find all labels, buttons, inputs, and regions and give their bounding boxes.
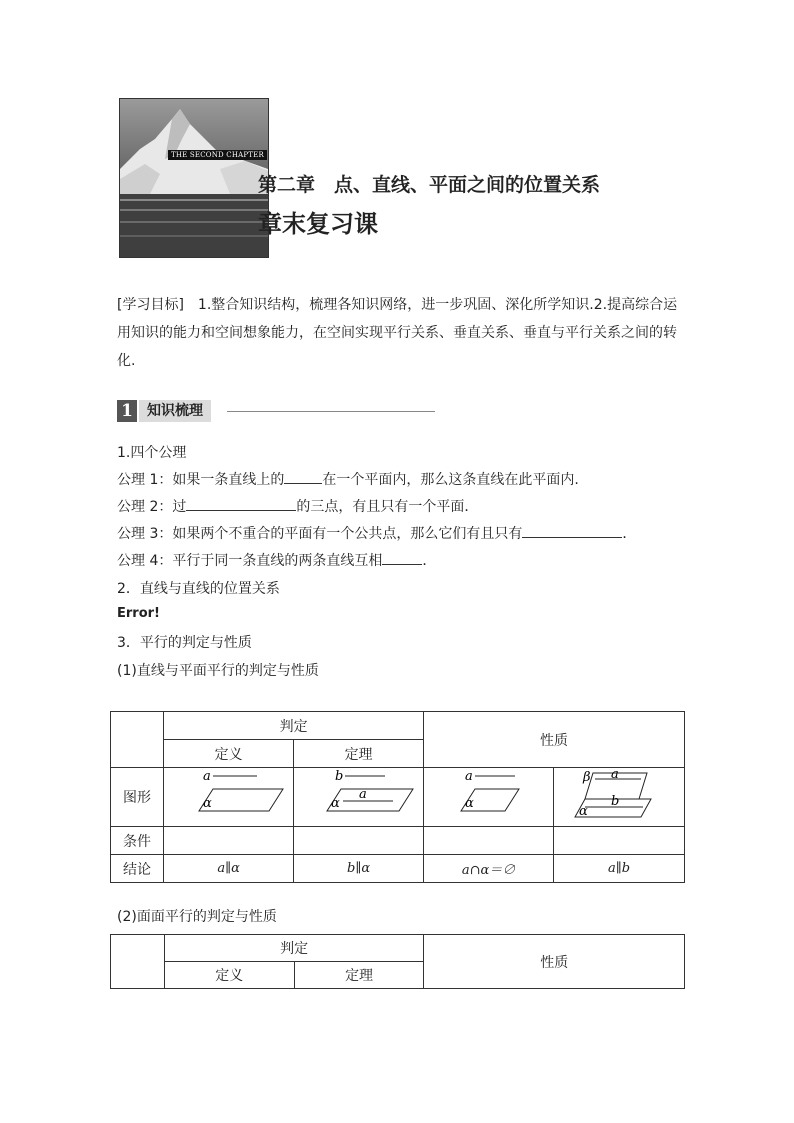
label-alpha-2: α: [330, 796, 340, 811]
sub2-heading: (2)面面平行的判定与性质: [117, 909, 277, 925]
label-b: b: [334, 769, 343, 784]
label-a-in-plane: a: [358, 787, 367, 802]
cover-caption: THE SECOND CHAPTER: [168, 150, 267, 160]
line-plane-figure: [165, 769, 293, 825]
axiom-4: [117, 550, 436, 570]
figure-property-2: [554, 768, 685, 827]
axiom-4-text-b: ．: [422, 553, 437, 569]
figure-property-1: [424, 768, 554, 827]
axiom-2-text-b: 的三点，有且只有一个平面．: [296, 499, 479, 515]
axiom-2-blank[interactable]: [186, 496, 296, 511]
label-a: a: [202, 769, 211, 784]
table1-row-figure: 图形: [111, 768, 164, 827]
conclusion-definition: a∥α: [164, 855, 294, 883]
two-plane-figure: [555, 769, 683, 825]
table2-definition-header: 定义: [164, 962, 294, 989]
condition-definition[interactable]: [164, 827, 294, 855]
sub1-heading: (1)直线与平面平行的判定与性质: [117, 663, 319, 679]
conclusion-property-1: a∩α＝∅: [424, 855, 554, 883]
lines-heading: 2．直线与直线的位置关系: [117, 581, 280, 597]
label-b-4: b: [611, 794, 620, 809]
objectives-text: 1.整合知识结构，梳理各知识网络，进一步巩固、深化所学知识.2.提高综合运用知识的能力和空间想象能力，在空间实现平行关系、垂直关系、垂直与平行关系之间的转化.: [117, 297, 678, 369]
axiom-3-text-b: ．: [622, 526, 637, 542]
axiom-3-blank[interactable]: [522, 523, 622, 538]
table2-property-header: 性质: [424, 935, 685, 989]
section-header: [117, 400, 435, 422]
section-divider: [227, 411, 435, 412]
table1-property-header: 性质: [424, 712, 685, 768]
axiom-1-text-a: 公理 1：如果一条直线上的: [117, 472, 285, 488]
table1-theorem-header: 定理: [294, 740, 424, 768]
objectives-label: [学习目标]: [117, 297, 184, 313]
table1-row-conclusion: 结论: [111, 855, 164, 883]
lesson-title: 章末复习课: [258, 210, 378, 238]
figure-definition: [164, 768, 294, 827]
axiom-2: [117, 496, 478, 516]
conclusion-theorem: b∥α: [294, 855, 424, 883]
table2-judge-header: 判定: [164, 935, 424, 962]
label-alpha-4: α: [579, 804, 588, 819]
section-number: 1: [117, 400, 137, 422]
table1-row-condition: 条件: [111, 827, 164, 855]
iceberg-illustration: [120, 99, 268, 257]
parallel-heading: 3．平行的判定与性质: [117, 635, 252, 651]
axiom-1: [117, 469, 579, 489]
learning-objectives: [117, 291, 687, 375]
axiom-1-text-b: 在一个平面内，那么这条直线在此平面内.: [322, 472, 579, 488]
label-a-3: a: [464, 769, 473, 784]
chapter-title: 第二章 点、直线、平面之间的位置关系: [258, 174, 601, 196]
axiom-4-blank[interactable]: [382, 550, 422, 565]
figure-theorem: [294, 768, 424, 827]
section-title: 知识梳理: [139, 400, 211, 422]
conclusion-property-2: a∥b: [554, 855, 685, 883]
label-a-4: a: [611, 769, 619, 782]
axiom-3: [117, 523, 636, 543]
line-plane-property-figure: [425, 769, 553, 825]
axiom-2-text-a: 公理 2：过: [117, 499, 187, 515]
line-plane-theorem-figure: [295, 769, 423, 825]
axioms-heading: 1.四个公理: [117, 445, 187, 461]
error-text: Error!: [117, 606, 160, 621]
plane-plane-parallel-table: [110, 934, 685, 989]
axiom-3-text-a: 公理 3：如果两个不重合的平面有一个公共点，那么它们有且只有: [117, 526, 523, 542]
label-beta: β: [583, 770, 591, 785]
condition-theorem[interactable]: [294, 827, 424, 855]
table1-definition-header: 定义: [164, 740, 294, 768]
axiom-4-text-a: 公理 4：平行于同一条直线的两条直线互相: [117, 553, 383, 569]
table2-corner: [111, 935, 165, 989]
condition-property-2[interactable]: [554, 827, 685, 855]
table2-theorem-header: 定理: [294, 962, 424, 989]
table1-judge-header: 判定: [164, 712, 424, 740]
condition-property-1[interactable]: [424, 827, 554, 855]
axiom-1-blank[interactable]: [284, 469, 322, 484]
table1-corner: [111, 712, 164, 768]
label-alpha: α: [202, 796, 212, 811]
chapter-cover-image: [119, 98, 269, 258]
label-alpha-3: α: [464, 796, 474, 811]
line-plane-parallel-table: [110, 711, 685, 883]
